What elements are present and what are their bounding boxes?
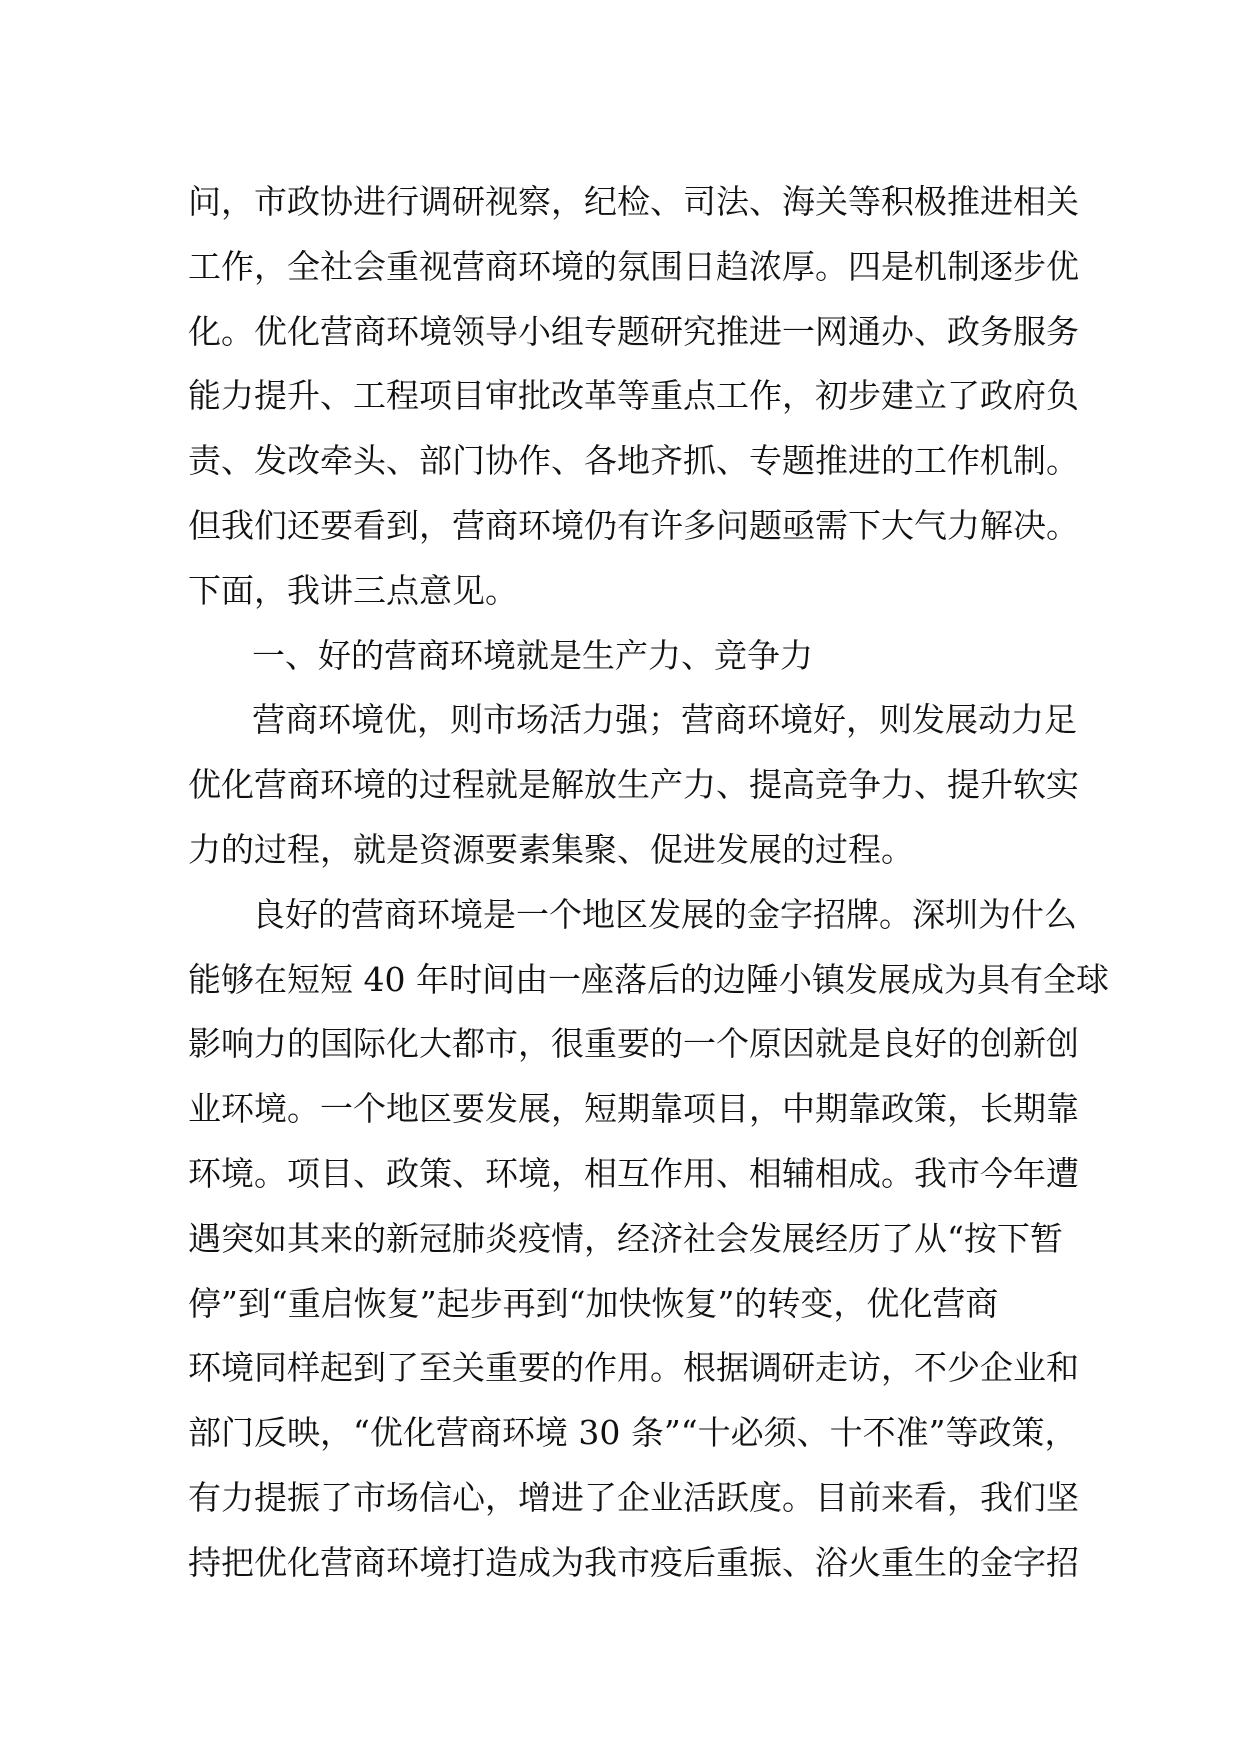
- paragraph-first-line: 营商环境优，则市场活力强；营商环境好，则发展动力足: [252, 700, 1077, 740]
- text-line: 下面，我讲三点意见。: [188, 570, 518, 610]
- text-line: 遇突如其来的新冠肺炎疫情，经济社会发展经历了从“按下暂: [188, 1218, 1063, 1258]
- text-line: 责、发改牵头、部门协作、各地齐抓、专题推进的工作机制。: [188, 441, 1079, 481]
- text-line: 停”到“重启恢复”起步再到“加快恢复”的转变，优化营商: [188, 1283, 999, 1323]
- text-line: 工作，全社会重视营商环境的氛围日趋浓厚。四是机制逐步优: [188, 246, 1079, 286]
- text-line: 影响力的国际化大都市，很重要的一个原因就是良好的创新创: [188, 1024, 1079, 1064]
- text-line: 化。优化营商环境领导小组专题研究推进一网通办、政务服务: [188, 311, 1079, 351]
- section-heading: 一、好的营商环境就是生产力、竞争力: [252, 635, 813, 675]
- text-line: 环境同样起到了至关重要的作用。根据调研走访，不少企业和: [188, 1348, 1079, 1388]
- text-line: 问，市政协进行调研视察，纪检、司法、海关等积极推进相关: [188, 182, 1079, 221]
- text-line: 能力提升、工程项目审批改革等重点工作，初步建立了政府负: [188, 376, 1079, 416]
- text-line: 持把优化营商环境打造成为我市疫后重振、浴火重生的金字招: [188, 1542, 1079, 1582]
- text-line: 优化营商环境的过程就是解放生产力、提高竞争力、提升软实: [188, 765, 1079, 805]
- text-line: 有力提振了市场信心，增进了企业活跃度。目前来看，我们坚: [188, 1477, 1079, 1517]
- text-line: 力的过程，就是资源要素集聚、促进发展的过程。: [188, 829, 914, 869]
- document-body: [188, 170, 1109, 1596]
- text-line: 业环境。一个地区要发展，短期靠项目，中期靠政策，长期靠: [188, 1089, 1079, 1129]
- text-line: 环境。项目、政策、环境，相互作用、相辅相成。我市今年遭: [188, 1153, 1079, 1193]
- text-line: 部门反映，“优化营商环境 30 条”“十必须、十不准”等政策，: [188, 1413, 1078, 1453]
- paragraph-first-line: 良好的营商环境是一个地区发展的金字招牌。深圳为什么: [252, 894, 1077, 934]
- text-line: 但我们还要看到，营商环境仍有许多问题亟需下大气力解决。: [188, 505, 1079, 545]
- text-line: 能够在短短 40 年时间由一座落后的边陲小镇发展成为具有全球: [188, 959, 1109, 999]
